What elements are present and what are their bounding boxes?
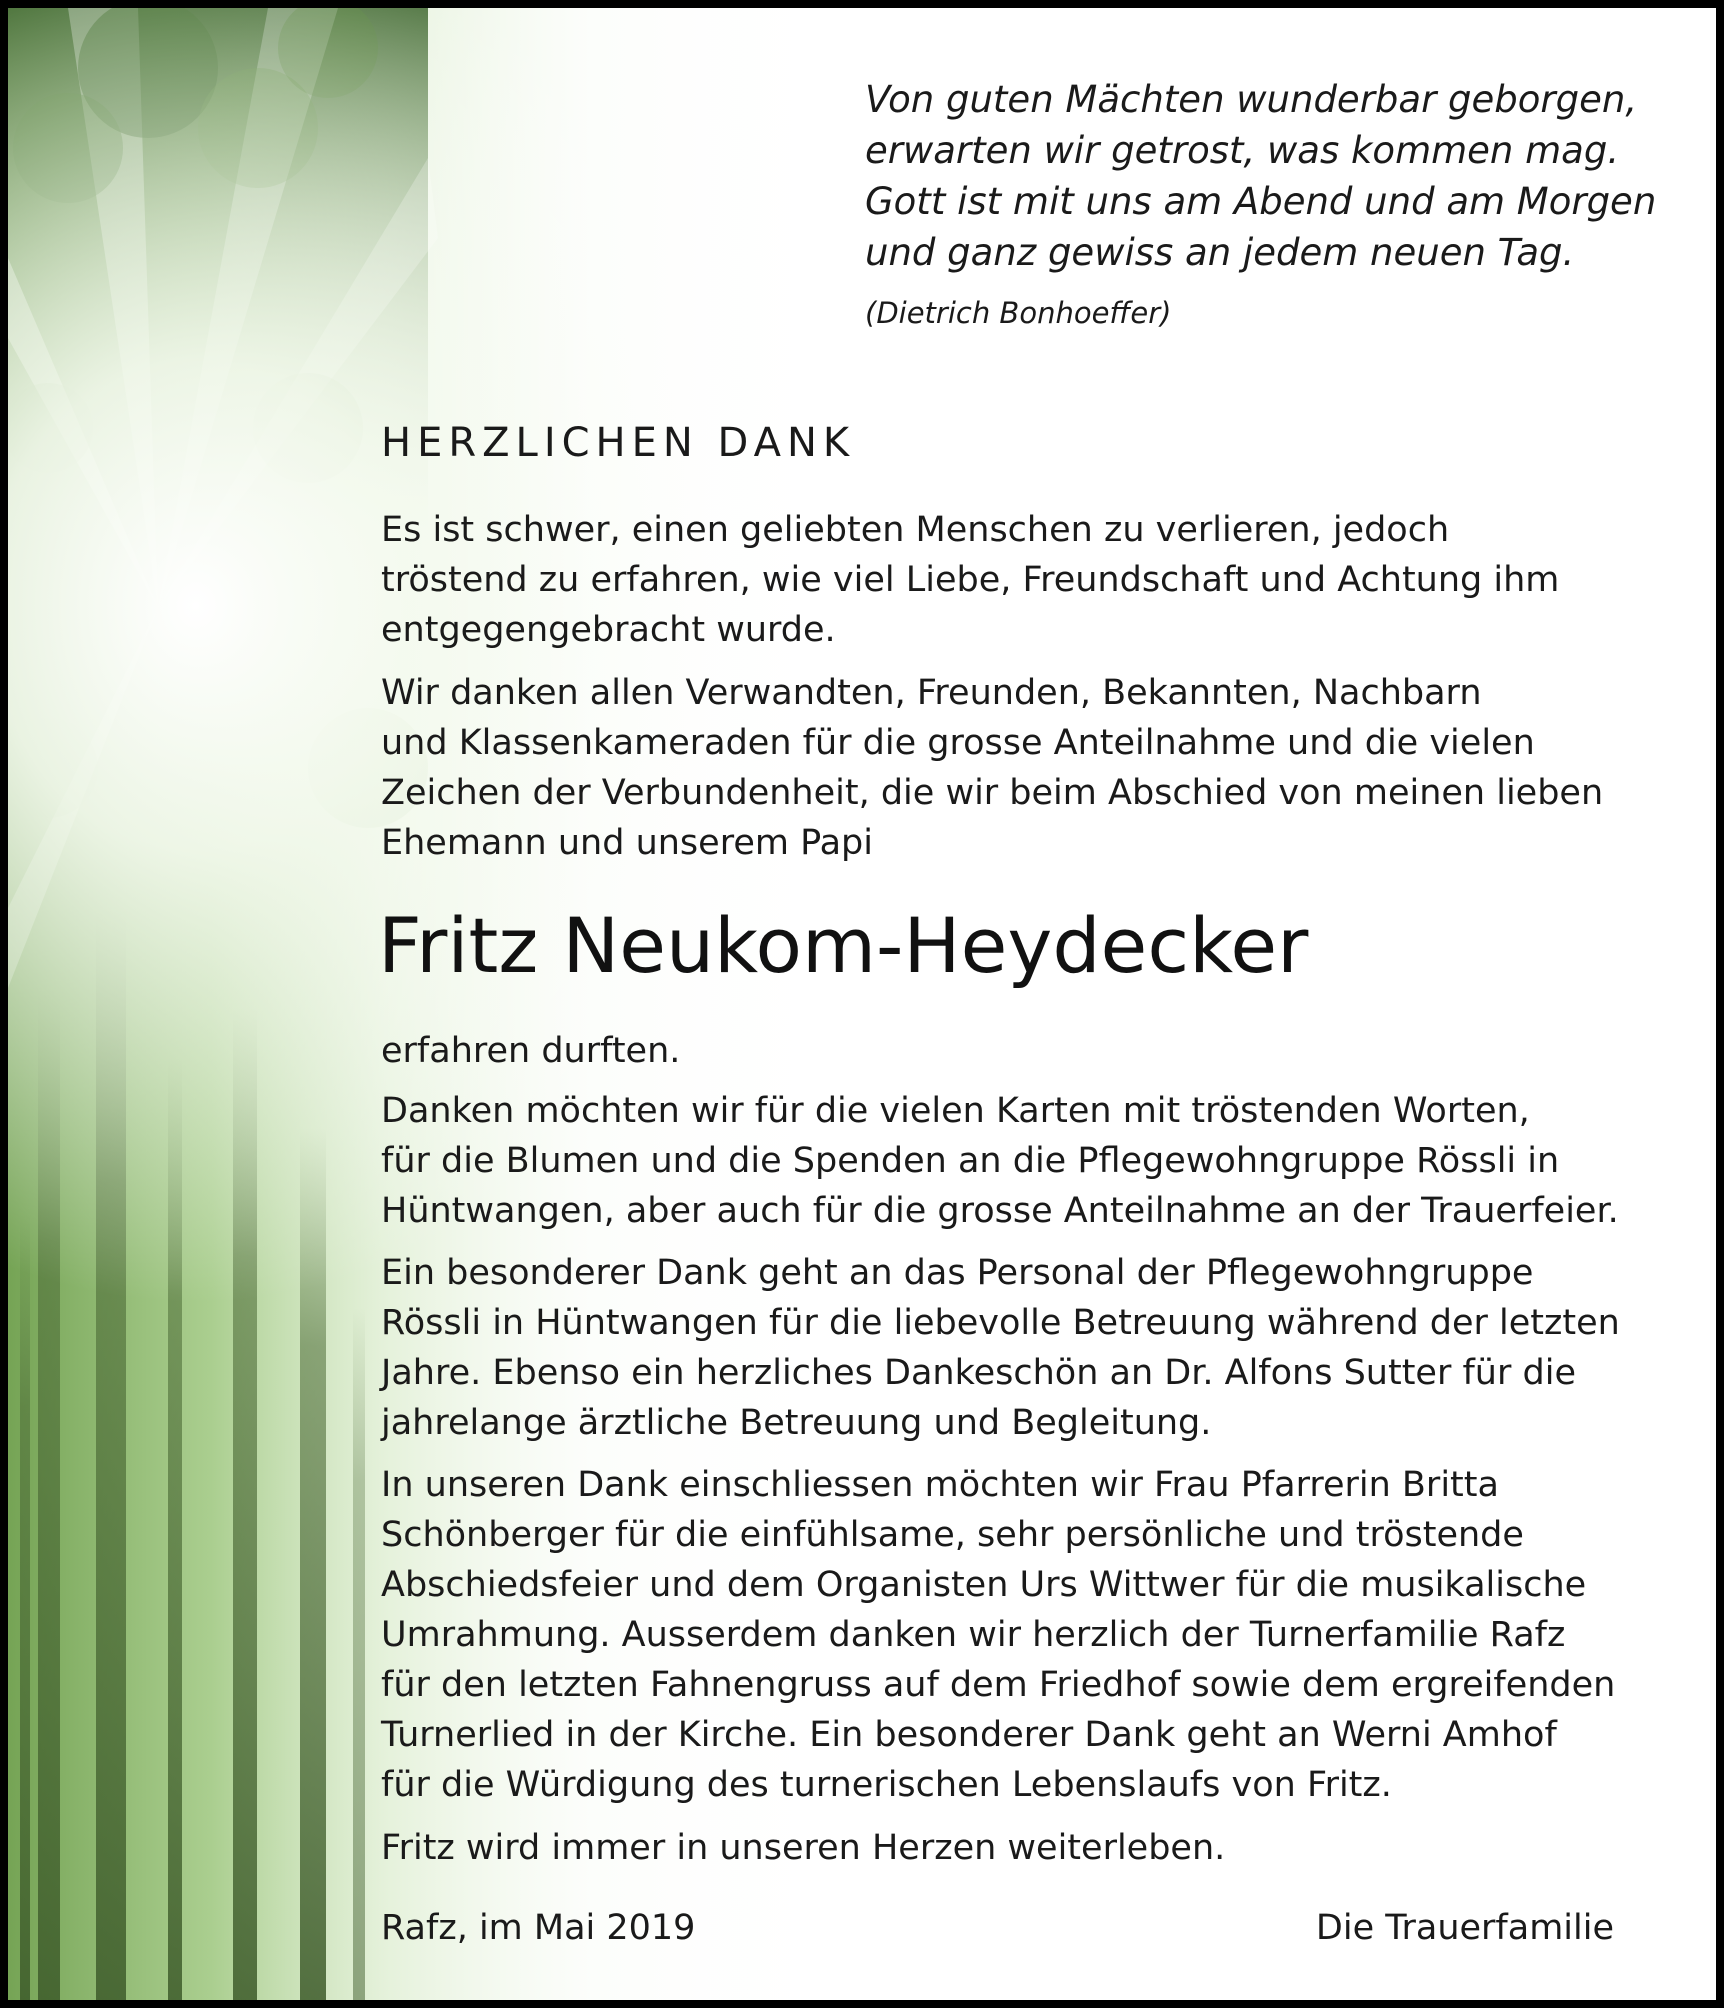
paragraph-intro: [381, 505, 1681, 655]
text-line: Hüntwangen, aber auch für die grosse Anteilnahme an der Trauerfeier.: [381, 1191, 1619, 1231]
quote-line: und ganz gewiss an jedem neuen Tag.: [865, 231, 1575, 274]
text-line: erfahren durften.: [381, 1031, 681, 1071]
text-line: Fritz wird immer in unseren Herzen weiterleben.: [381, 1828, 1226, 1868]
text-line: Turnerlied in der Kirche. Ein besonderer Dank geht an Werni Amhof: [381, 1715, 1557, 1755]
text-line: tröstend zu erfahren, wie viel Liebe, Freundschaft und Achtung ihm: [381, 560, 1560, 600]
text-line: Ehemann und unserem Papi: [381, 823, 873, 863]
text-line: Danken möchten wir für die vielen Karten mit tröstenden Worten,: [381, 1091, 1530, 1131]
quote-line: Gott ist mit uns am Abend und am Morgen: [865, 180, 1657, 223]
place-and-date: Rafz, im Mai 2019: [381, 1908, 696, 1948]
quote-line: erwarten wir getrost, was kommen mag.: [865, 129, 1620, 172]
text-line: Rössli in Hüntwangen für die liebevolle Betreuung während der letzten: [381, 1303, 1620, 1343]
text-line: Wir danken allen Verwandten, Freunden, Bekannten, Nachbarn: [381, 673, 1482, 713]
paragraph-care-staff: [381, 1248, 1681, 1448]
text-line: entgegengebracht wurde.: [381, 610, 836, 650]
text-line: für die Blumen und die Spenden an die Pflegewohngruppe Rössli in: [381, 1141, 1560, 1181]
text-line: und Klassenkameraden für die grosse Anteilnahme und die vielen: [381, 723, 1535, 763]
quote-author: (Dietrich Bonhoeffer): [865, 296, 1172, 330]
text-line: Schönberger für die einfühlsame, sehr persönliche und tröstende: [381, 1515, 1524, 1555]
text-line: Umrahmung. Ausserdem danken wir herzlich der Turnerfamilie Rafz: [381, 1615, 1566, 1655]
paragraph-cards: [381, 1086, 1681, 1236]
text-line: für den letzten Fahnengruss auf dem Friedhof sowie dem ergreifenden: [381, 1665, 1616, 1705]
deceased-name: Fritz Neukom-Heydecker: [378, 901, 1309, 990]
quote-line: Von guten Mächten wunderbar geborgen,: [865, 78, 1638, 121]
text-line: In unseren Dank einschliessen möchten wir Frau Pfarrerin Britta: [381, 1465, 1499, 1505]
paragraph-ceremony: [381, 1460, 1681, 1810]
text-line: Ein besonderer Dank geht an das Personal der Pflegewohngruppe: [381, 1253, 1534, 1293]
paragraph-thanks: [381, 668, 1681, 868]
text-line: jahrelange ärztliche Betreuung und Begleitung.: [381, 1403, 1212, 1443]
text-line: Abschiedsfeier und dem Organisten Urs Wittwer für die musikalische: [381, 1565, 1587, 1605]
signature: Die Trauerfamilie: [1315, 1908, 1614, 1948]
paragraph-closing: [381, 1823, 1681, 1873]
text-line: Es ist schwer, einen geliebten Menschen zu verlieren, jedoch: [381, 510, 1450, 550]
bonhoeffer-quote: [865, 74, 1685, 278]
paragraph-experienced: [381, 1026, 1681, 1076]
text-line: Jahre. Ebenso ein herzliches Dankeschön an Dr. Alfons Sutter für die: [381, 1353, 1576, 1393]
text-line: Zeichen der Verbundenheit, die wir beim Abschied von meinen lieben: [381, 773, 1604, 813]
text-line: für die Würdigung des turnerischen Lebenslaufs von Fritz.: [381, 1765, 1392, 1805]
page-title: HERZLICHEN DANK: [381, 420, 856, 466]
